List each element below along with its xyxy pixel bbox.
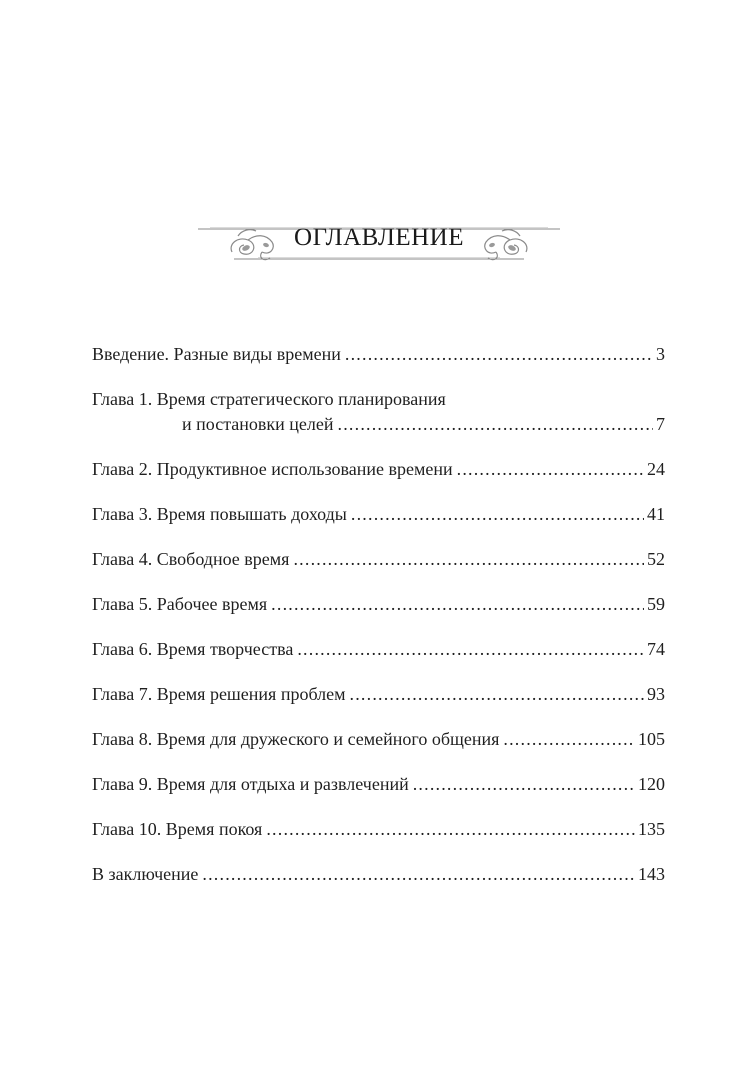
toc-entry-chapter-9[interactable] <box>92 772 665 797</box>
toc-page-number: 52 <box>647 549 665 569</box>
toc-entry-label-line-1: Глава 1. Время стратегического планирования <box>92 389 446 409</box>
toc-entry-label: Глава 3. Время повышать доходы <box>92 504 347 524</box>
toc-entry-conclusion[interactable] <box>92 862 665 887</box>
toc-entry-chapter-1[interactable] <box>92 387 665 437</box>
toc-leader-dots <box>413 772 635 797</box>
toc-leader-dots <box>293 547 644 572</box>
toc-leader-dots <box>350 682 644 707</box>
toc-entry-label: Глава 9. Время для отдыха и развлечений <box>92 774 409 794</box>
toc-leader-dots <box>457 457 644 482</box>
table-of-contents <box>92 342 665 887</box>
toc-entry-label: В заключение <box>92 864 199 884</box>
toc-page-number: 135 <box>638 819 665 839</box>
toc-entry-chapter-2[interactable] <box>92 457 665 482</box>
toc-leader-dots <box>271 592 644 617</box>
toc-leader-dots <box>351 502 644 527</box>
toc-leader-dots <box>345 342 653 367</box>
toc-leader-dots <box>297 637 644 662</box>
toc-entry-chapter-4[interactable] <box>92 547 665 572</box>
toc-entry-label: Глава 4. Свободное время <box>92 549 290 569</box>
toc-page-number: 24 <box>647 459 665 479</box>
toc-entry-label: Глава 5. Рабочее время <box>92 594 268 614</box>
toc-entry-label: Глава 6. Время творчества <box>92 639 294 659</box>
toc-entry-label: Глава 2. Продуктивное использование времени <box>92 459 453 479</box>
page-title: ОГЛАВЛЕНИЕ <box>294 224 464 251</box>
toc-entry-chapter-5[interactable] <box>92 592 665 617</box>
toc-page-number: 105 <box>638 729 665 749</box>
toc-page-number: 120 <box>638 774 665 794</box>
toc-entry-label: и постановки целей <box>182 414 334 434</box>
toc-entry-label: Глава 8. Время для дружеского и семейного общения <box>92 729 500 749</box>
toc-entry-chapter-3[interactable] <box>92 502 665 527</box>
toc-leader-dots <box>503 727 635 752</box>
toc-leader-dots <box>202 862 635 887</box>
toc-page-number: 143 <box>638 864 665 884</box>
heading-block <box>198 212 560 268</box>
toc-page-number: 74 <box>647 639 665 659</box>
toc-leader-dots <box>266 817 635 842</box>
toc-page-number: 3 <box>656 344 665 364</box>
toc-entry-chapter-10[interactable] <box>92 817 665 842</box>
toc-page-number: 59 <box>647 594 665 614</box>
toc-entry-chapter-6[interactable] <box>92 637 665 662</box>
toc-entry-chapter-8[interactable] <box>92 727 665 752</box>
toc-page-number: 7 <box>656 414 665 434</box>
toc-entry-label: Введение. Разные виды времени <box>92 344 341 364</box>
toc-page-number: 93 <box>647 684 665 704</box>
toc-leader-dots <box>338 412 653 437</box>
toc-entry-intro[interactable] <box>92 342 665 367</box>
toc-entry-chapter-7[interactable] <box>92 682 665 707</box>
toc-entry-label: Глава 10. Время покоя <box>92 819 263 839</box>
toc-page-number: 41 <box>647 504 665 524</box>
toc-entry-label: Глава 7. Время решения проблем <box>92 684 346 704</box>
